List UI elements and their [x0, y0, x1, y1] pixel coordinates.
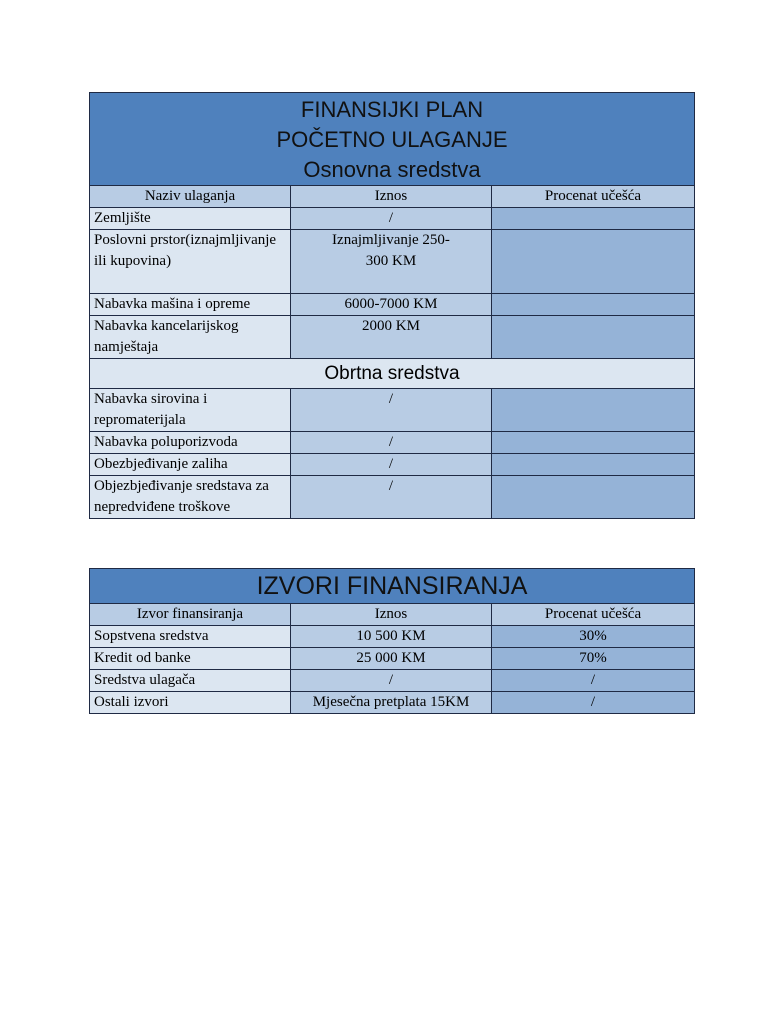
row-amount: Iznajmljivanje 250-300 KM [291, 230, 492, 294]
row-name: Ostali izvori [90, 692, 291, 714]
row-percent: 30% [492, 626, 695, 648]
section-obrtna: Obrtna sredstva [90, 359, 695, 389]
table-row [90, 389, 695, 432]
col-header-percent: Procenat učešća [492, 604, 695, 626]
table-row [90, 648, 695, 670]
row-name: Obezbjeđivanje zaliha [90, 454, 291, 476]
row-amount: 2000 KM [291, 316, 492, 359]
row-percent: / [492, 670, 695, 692]
table-row [90, 432, 695, 454]
row-percent [492, 316, 695, 359]
row-name: Nabavka kancelarijskog namještaja [90, 316, 291, 359]
row-percent [492, 432, 695, 454]
row-amount: / [291, 432, 492, 454]
table-row [90, 626, 695, 648]
col-header-name: Naziv ulaganja [90, 186, 291, 208]
row-percent: 70% [492, 648, 695, 670]
table-row [90, 670, 695, 692]
section-osnovna: Osnovna sredstva [303, 157, 481, 182]
row-percent [492, 476, 695, 519]
row-name: Nabavka sirovina i repromaterijala [90, 389, 291, 432]
row-name: Sredstva ulagača [90, 670, 291, 692]
table-row [90, 454, 695, 476]
col-header-amount: Iznos [291, 186, 492, 208]
row-name: Kredit od banke [90, 648, 291, 670]
table-row [90, 316, 695, 359]
row-amount: Mjesečna pretplata 15KM [291, 692, 492, 714]
row-percent: / [492, 692, 695, 714]
row-name: Sopstvena sredstva [90, 626, 291, 648]
funding-sources-table [89, 568, 695, 714]
plan-title-line2: POČETNO ULAGANJE [276, 127, 508, 152]
row-percent [492, 230, 695, 294]
plan-title-line1: FINANSIJKI PLAN [300, 97, 484, 122]
row-amount: / [291, 670, 492, 692]
row-amount: / [291, 476, 492, 519]
table-row [90, 692, 695, 714]
row-name: Nabavka poluporizvoda [90, 432, 291, 454]
row-percent [492, 389, 695, 432]
col-header-percent: Procenat učešća [492, 186, 695, 208]
table-row [90, 294, 695, 316]
plan-title [90, 93, 695, 186]
row-name: Objezbjeđivanje sredstava za nepredviđene troškove [90, 476, 291, 519]
row-name: Zemljište [90, 208, 291, 230]
row-percent [492, 294, 695, 316]
row-percent [492, 208, 695, 230]
row-amount: / [291, 454, 492, 476]
sources-title: IZVORI FINANSIRANJA [90, 569, 695, 604]
table-row [90, 230, 695, 294]
table-row [90, 208, 695, 230]
table-row [90, 476, 695, 519]
financial-plan-table [89, 92, 695, 519]
row-amount: 25 000 KM [291, 648, 492, 670]
row-name: Poslovni prstor(iznajmljivanje ili kupovina) [90, 230, 291, 294]
row-amount: / [291, 389, 492, 432]
row-amount: 10 500 KM [291, 626, 492, 648]
col-header-name: Izvor finansiranja [90, 604, 291, 626]
col-header-amount: Iznos [291, 604, 492, 626]
row-name: Nabavka mašina i opreme [90, 294, 291, 316]
row-percent [492, 454, 695, 476]
row-amount: 6000-7000 KM [291, 294, 492, 316]
row-amount: / [291, 208, 492, 230]
